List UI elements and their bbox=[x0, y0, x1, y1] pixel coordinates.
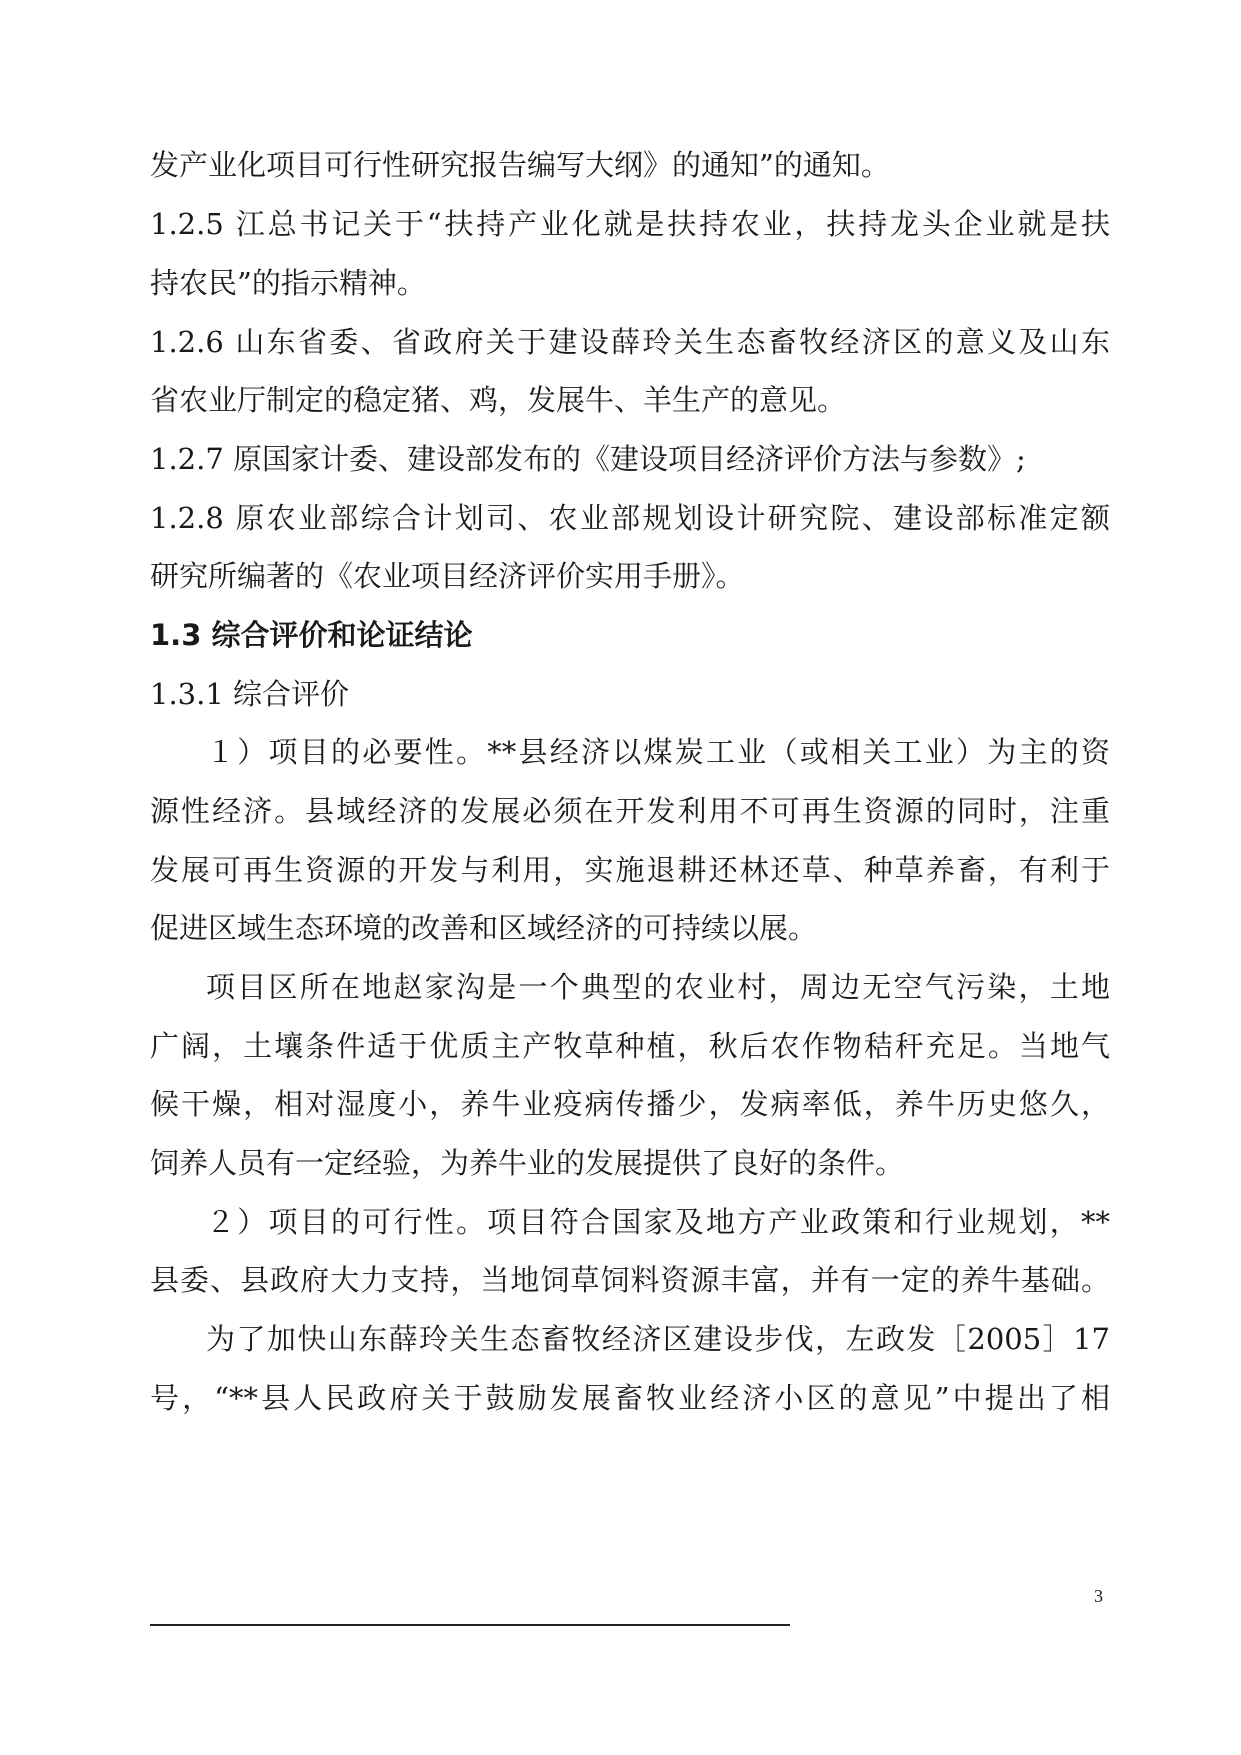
text-line: 省农业厅制定的稳定猪、鸡，发展牛、羊生产的意见。 bbox=[150, 383, 847, 417]
text-line: 1.2.8 原农业部综合计划司、农业部规划设计研究院、建设部标准定额 bbox=[150, 501, 1110, 535]
footer-rule bbox=[150, 1624, 790, 1626]
text-line: ２）项目的可行性。项目符合国家及地方产业政策和行业规划，** bbox=[206, 1205, 1110, 1239]
text-line: 候干燥，相对湿度小，养牛业疫病传播少，发病率低，养牛历史悠久， bbox=[150, 1087, 1110, 1121]
document-page bbox=[150, 0, 1110, 1755]
text-line: 持农民”的指示精神。 bbox=[150, 266, 426, 300]
text-line: 1.2.7 原国家计委、建设部发布的《建设项目经济评价方法与参数》; bbox=[150, 442, 1026, 476]
text-line: 发展可再生资源的开发与利用，实施退耕还林还草、种草养畜，有利于 bbox=[150, 853, 1110, 887]
subsection-heading: 1.3.1 综合评价 bbox=[150, 677, 350, 711]
text-line: １）项目的必要性。**县经济以煤炭工业（或相关工业）为主的资 bbox=[206, 735, 1110, 769]
text-line: 广阔，土壤条件适于优质主产牧草种植，秋后农作物秸秆充足。当地气 bbox=[150, 1029, 1110, 1063]
text-line: 促进区域生态环境的改善和区域经济的可持续以展。 bbox=[150, 911, 818, 945]
page-number: 3 bbox=[1094, 1586, 1103, 1606]
text-line: 源性经济。县域经济的发展必须在开发利用不可再生资源的同时，注重 bbox=[150, 794, 1110, 828]
text-line: 研究所编著的《农业项目经济评价实用手册》。 bbox=[150, 559, 745, 593]
text-line: 饲养人员有一定经验，为养牛业的发展提供了良好的条件。 bbox=[150, 1146, 905, 1180]
text-line: 发产业化项目可行性研究报告编写大纲》的通知”的通知。 bbox=[150, 148, 890, 182]
text-line: 县委、县政府大力支持，当地饲草饲料资源丰富，并有一定的养牛基础。 bbox=[150, 1263, 1110, 1297]
text-line: 为了加快山东薛玲关生态畜牧经济区建设步伐，左政发［2005］17 bbox=[206, 1322, 1110, 1356]
text-line: 项目区所在地赵家沟是一个典型的农业村，周边无空气污染，土地 bbox=[206, 970, 1110, 1004]
section-heading: 1.3 综合评价和论证结论 bbox=[150, 618, 473, 652]
text-line: 号，“**县人民政府关于鼓励发展畜牧业经济小区的意见”中提出了相 bbox=[150, 1381, 1110, 1415]
text-line: 1.2.6 山东省委、省政府关于建设薛玲关生态畜牧经济区的意义及山东 bbox=[150, 325, 1110, 359]
text-line: 1.2.5 江总书记关于“扶持产业化就是扶持农业，扶持龙头企业就是扶 bbox=[150, 207, 1110, 241]
